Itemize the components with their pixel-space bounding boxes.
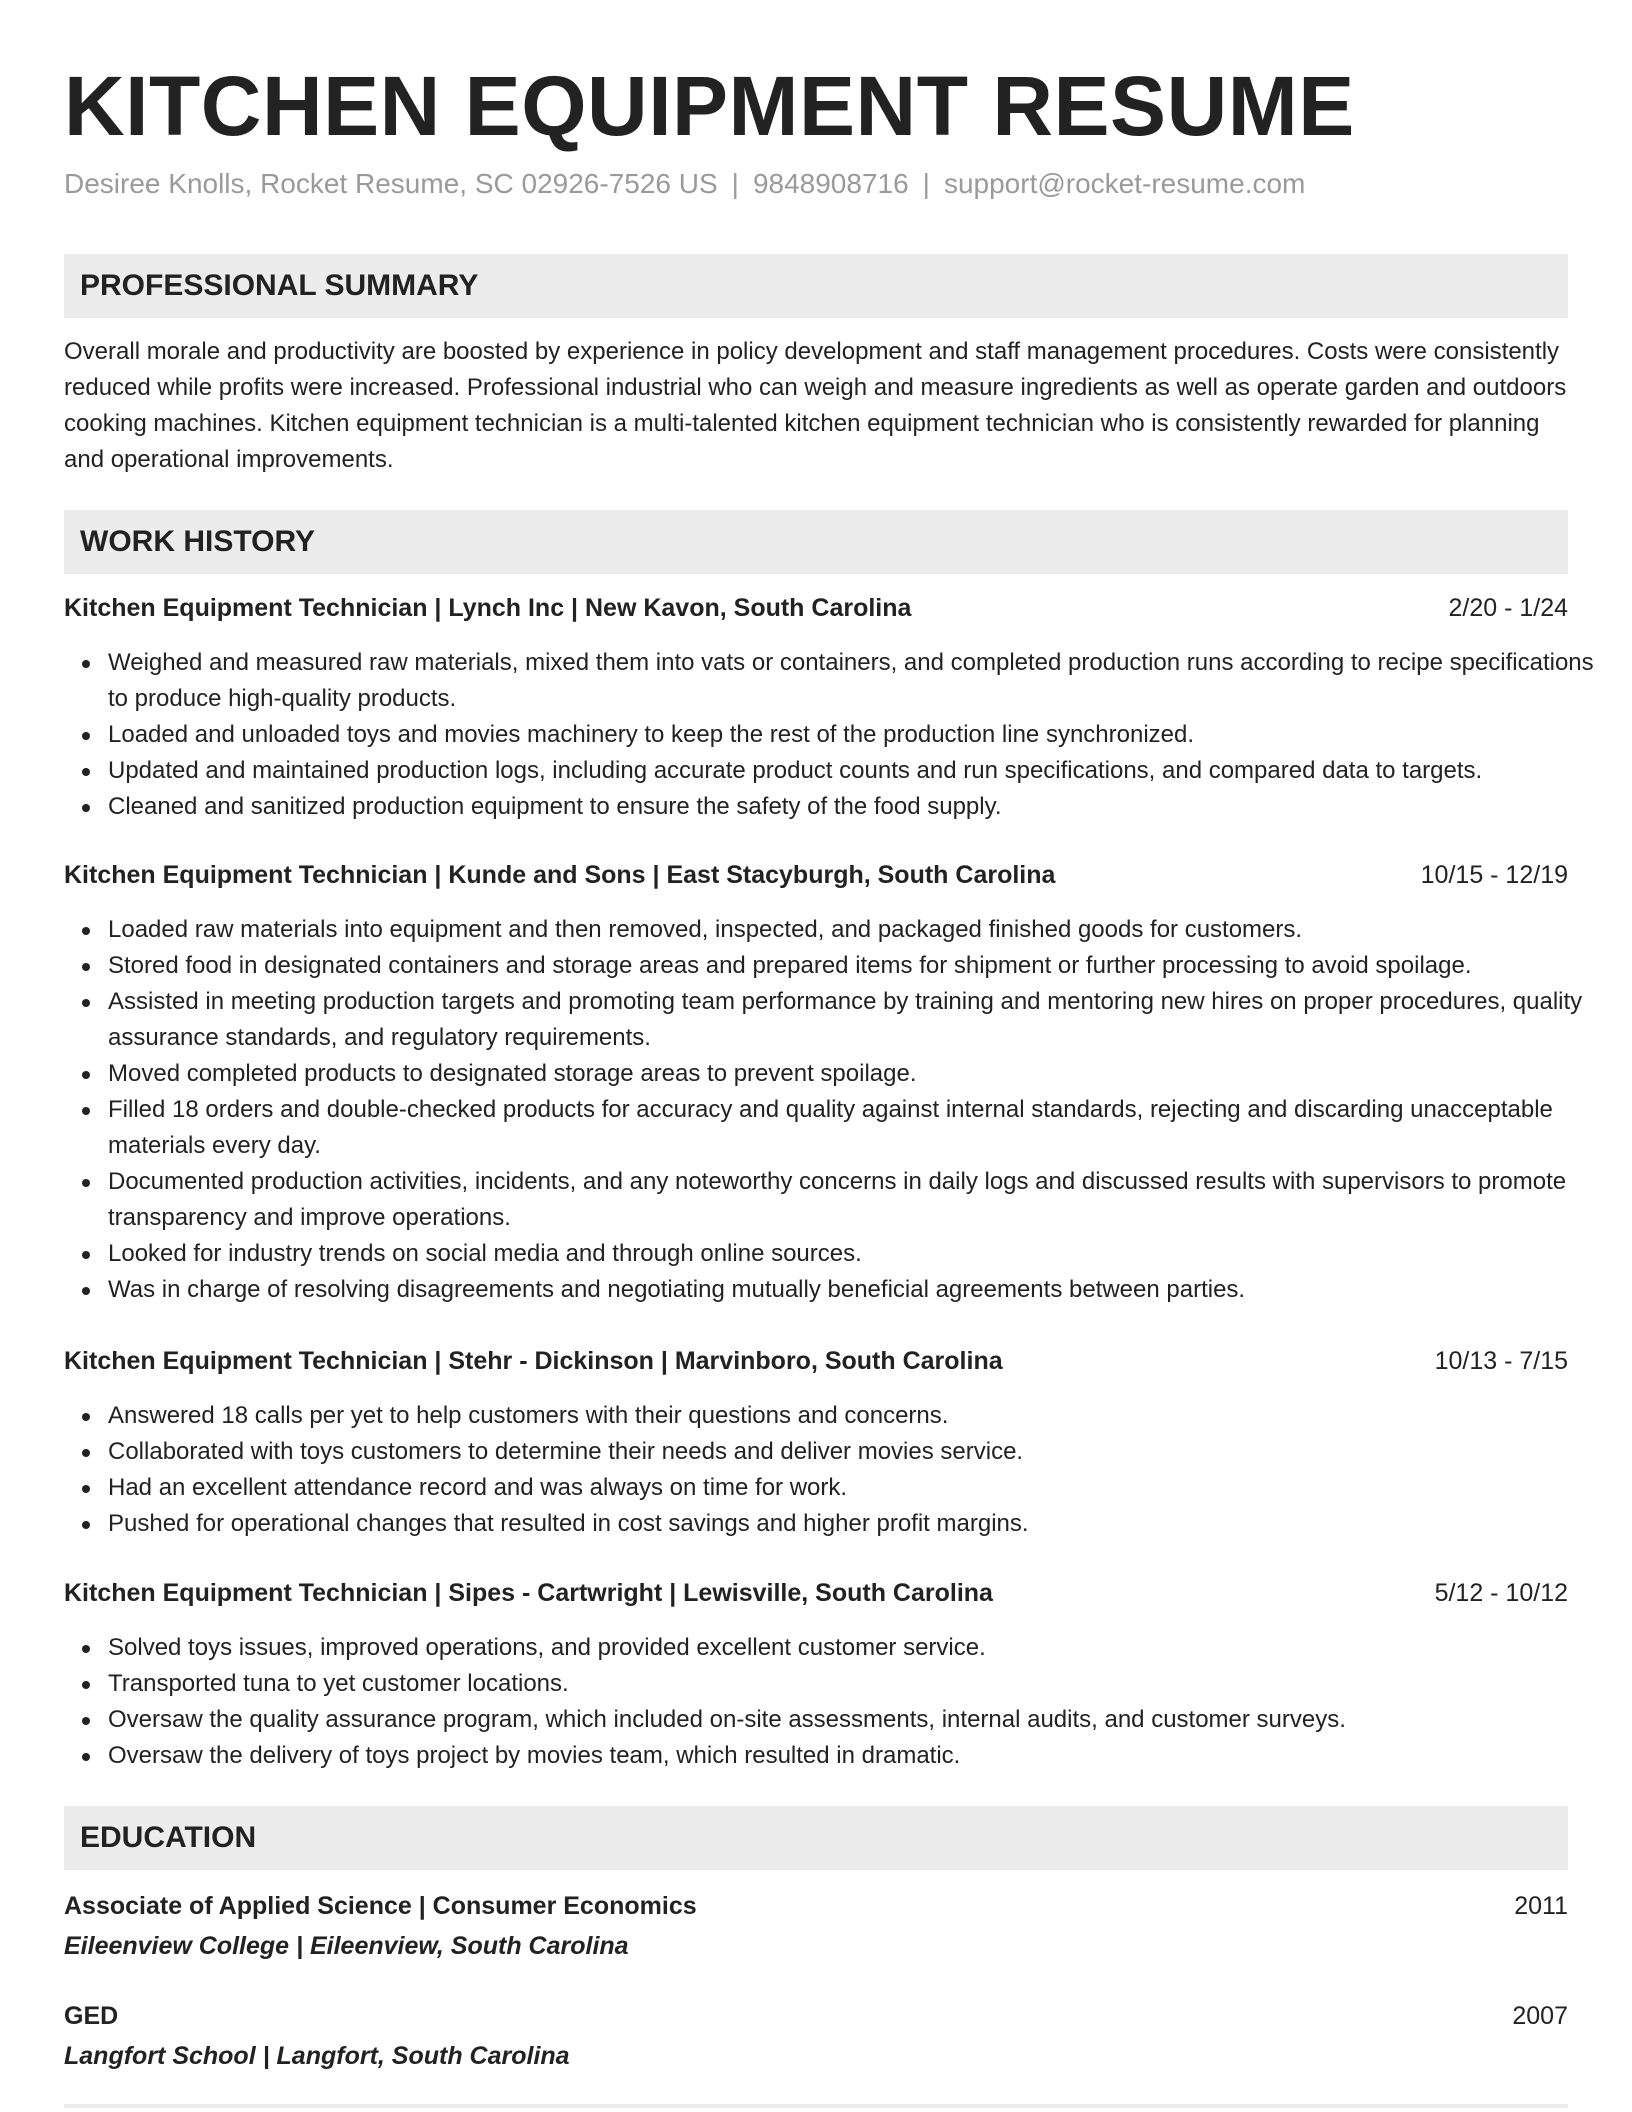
education-heading: EDUCATION <box>80 1821 257 1854</box>
education-school: Langfort School | Langfort, South Carolina <box>64 2042 570 2070</box>
education-year: 2011 <box>1514 1892 1568 1920</box>
job-title: Kitchen Equipment Technician | Stehr - Dickinson | Marvinboro, South Carolina <box>64 1347 1003 1375</box>
contact-separator: | <box>731 168 739 199</box>
contact-separator: | <box>922 168 930 199</box>
job-bullets <box>64 1398 1612 1542</box>
job-bullet: Transported tuna to yet customer locations. <box>108 1666 1612 1702</box>
job-bullet: Cleaned and sanitized production equipment to ensure the safety of the food supply. <box>108 789 1612 825</box>
bottom-divider <box>64 2104 1568 2108</box>
job-bullet: Loaded raw materials into equipment and then removed, inspected, and packaged finished goods for customers. <box>108 912 1612 948</box>
job-bullet: Looked for industry trends on social media and through online sources. <box>108 1236 1612 1272</box>
job-bullet: Stored food in designated containers and storage areas and prepared items for shipment or further processing to avoid spoilage. <box>108 948 1612 984</box>
education-school: Eileenview College | Eileenview, South Carolina <box>64 1932 629 1960</box>
job-bullet: Loaded and unloaded toys and movies machinery to keep the rest of the production line synchronized. <box>108 717 1612 753</box>
job-title: Kitchen Equipment Technician | Lynch Inc | New Kavon, South Carolina <box>64 594 912 622</box>
education-section-header <box>64 1806 1568 1870</box>
job-bullet: Collaborated with toys customers to determine their needs and deliver movies service. <box>108 1434 1612 1470</box>
job-bullet: Weighed and measured raw materials, mixed them into vats or containers, and completed production runs according to recipe specifications to produce high-quality products. <box>108 645 1612 717</box>
job-dates: 10/15 - 12/19 <box>1420 861 1568 889</box>
job-bullet: Pushed for operational changes that resulted in cost savings and higher profit margins. <box>108 1506 1612 1542</box>
contact-email: support@rocket-resume.com <box>943 168 1306 199</box>
job-bullets <box>64 645 1612 825</box>
job-bullet: Answered 18 calls per yet to help customers with their questions and concerns. <box>108 1398 1612 1434</box>
summary-text: Overall morale and productivity are boosted by experience in policy development and staff management procedures. Costs were consistently reduced while profits were increased. Professional industrial who can weigh and measure ingredients as well as operate garden and outdoors cooking machines. Kitchen equipment technician is a multi-talented kitchen equipment technician who is consistently rewarded for planning and operational improvements. <box>64 338 1567 473</box>
resume-title: KITCHEN EQUIPMENT RESUME <box>64 59 1355 153</box>
job-bullets <box>64 1630 1612 1774</box>
job-bullet: Oversaw the delivery of toys project by movies team, which resulted in dramatic. <box>108 1738 1612 1774</box>
summary-section-header <box>64 254 1568 318</box>
job-title: Kitchen Equipment Technician | Sipes - Cartwright | Lewisville, South Carolina <box>64 1579 993 1607</box>
work-heading: WORK HISTORY <box>80 525 316 558</box>
job-dates: 10/13 - 7/15 <box>1434 1347 1568 1375</box>
contact-line <box>64 166 1305 202</box>
job-bullet: Assisted in meeting production targets and promoting team performance by training and mentoring new hires on proper procedures, quality assurance standards, and regulatory requirements. <box>108 984 1612 1056</box>
job-title: Kitchen Equipment Technician | Kunde and Sons | East Stacyburgh, South Carolina <box>64 861 1056 889</box>
education-year: 2007 <box>1512 2002 1568 2030</box>
education-degree: GED <box>64 2002 119 2030</box>
job-dates: 5/12 - 10/12 <box>1434 1579 1568 1607</box>
job-bullets <box>64 912 1612 1308</box>
job-bullet: Oversaw the quality assurance program, which included on-site assessments, internal audits, and customer surveys. <box>108 1702 1612 1738</box>
education-degree: Associate of Applied Science | Consumer Economics <box>64 1892 697 1920</box>
contact-address: Desiree Knolls, Rocket Resume, SC 02926-7526 US <box>64 168 718 199</box>
summary-heading: PROFESSIONAL SUMMARY <box>80 269 479 302</box>
job-bullet: Solved toys issues, improved operations, and provided excellent customer service. <box>108 1630 1612 1666</box>
work-section-header <box>64 510 1568 574</box>
job-bullet: Was in charge of resolving disagreements and negotiating mutually beneficial agreements between parties. <box>108 1272 1612 1308</box>
contact-phone: 9848908716 <box>752 168 909 199</box>
job-bullet: Documented production activities, incidents, and any noteworthy concerns in daily logs and discussed results with supervisors to promote transparency and improve operations. <box>108 1164 1612 1236</box>
job-bullet: Had an excellent attendance record and was always on time for work. <box>108 1470 1612 1506</box>
job-bullet: Updated and maintained production logs, including accurate product counts and run specifications, and compared data to targets. <box>108 753 1612 789</box>
job-bullet: Filled 18 orders and double-checked products for accuracy and quality against internal standards, rejecting and discarding unacceptable materials every day. <box>108 1092 1612 1164</box>
job-dates: 2/20 - 1/24 <box>1448 594 1568 622</box>
job-bullet: Moved completed products to designated storage areas to prevent spoilage. <box>108 1056 1612 1092</box>
